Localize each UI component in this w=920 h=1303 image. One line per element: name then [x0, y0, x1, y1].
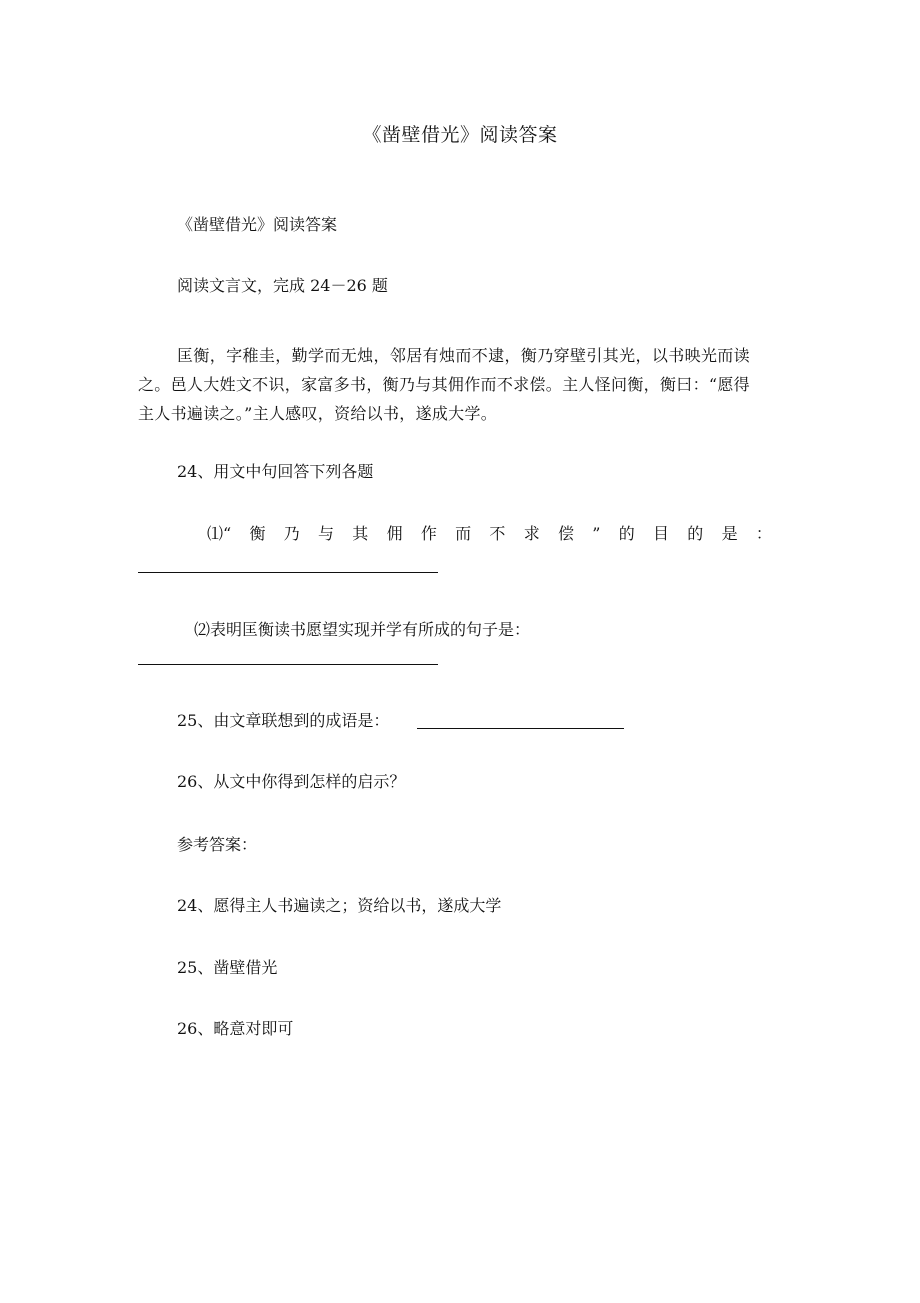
q24-sub1-char: 衡	[249, 524, 266, 543]
q24-sub1-char: ：	[755, 524, 772, 543]
q24-sub1-char: 偿	[557, 524, 574, 543]
q24-sub1-char: 作	[420, 524, 437, 543]
q24-sub1-char: 求	[523, 524, 540, 543]
q24-sub1-char: 乃	[283, 524, 300, 543]
document-subtitle: 《凿壁借光》阅读答案	[177, 215, 338, 234]
answer-25: 25、凿壁借光	[177, 958, 278, 977]
q24-sub1-char: 的	[618, 524, 635, 543]
question-24-sub1	[207, 524, 772, 544]
q24-sub1-char: 佣	[386, 524, 403, 543]
answer-blank-24-2[interactable]	[138, 664, 438, 665]
q24-sub1-char: 不	[489, 524, 506, 543]
question-26-label: 26、从文中你得到怎样的启示？	[177, 772, 406, 791]
q24-sub1-char: ⑴“	[207, 524, 232, 543]
q24-sub1-char: 其	[352, 524, 369, 543]
q24-sub1-char: 而	[455, 524, 472, 543]
answer-blank-24-1[interactable]	[138, 572, 438, 573]
document-title: 《凿壁借光》阅读答案	[362, 124, 558, 146]
q24-sub1-char: 的	[687, 524, 704, 543]
answer-blank-25[interactable]	[417, 728, 624, 729]
q24-sub1-char: ”	[592, 524, 601, 543]
classical-passage: 匡衡，字稚圭，勤学而无烛，邻居有烛而不逮，衡乃穿壁引其光，以书映光而读之。邑人大姓文不识，家富多书，衡乃与其佣作而不求偿。主人怪问衡，衡曰：“愿得主人书遍读之。”主人感叹，资给以书，遂成大学。	[138, 346, 750, 423]
q24-sub1-char: 目	[653, 524, 670, 543]
answers-heading: 参考答案：	[177, 835, 258, 854]
question-24-sub2: ⑵表明匡衡读书愿望实现并学有所成的句子是：	[194, 620, 531, 639]
question-25-label: 25、由文章联想到的成语是：	[177, 711, 390, 730]
q24-sub1-char: 与	[318, 524, 335, 543]
answer-24: 24、愿得主人书遍读之；资给以书，遂成大学	[177, 896, 502, 915]
q24-sub1-char: 是	[721, 524, 738, 543]
answer-26: 26、略意对即可	[177, 1019, 294, 1038]
reading-instruction: 阅读文言文，完成 24－26 题	[177, 276, 388, 295]
question-24-label: 24、用文中句回答下列各题	[177, 462, 374, 481]
